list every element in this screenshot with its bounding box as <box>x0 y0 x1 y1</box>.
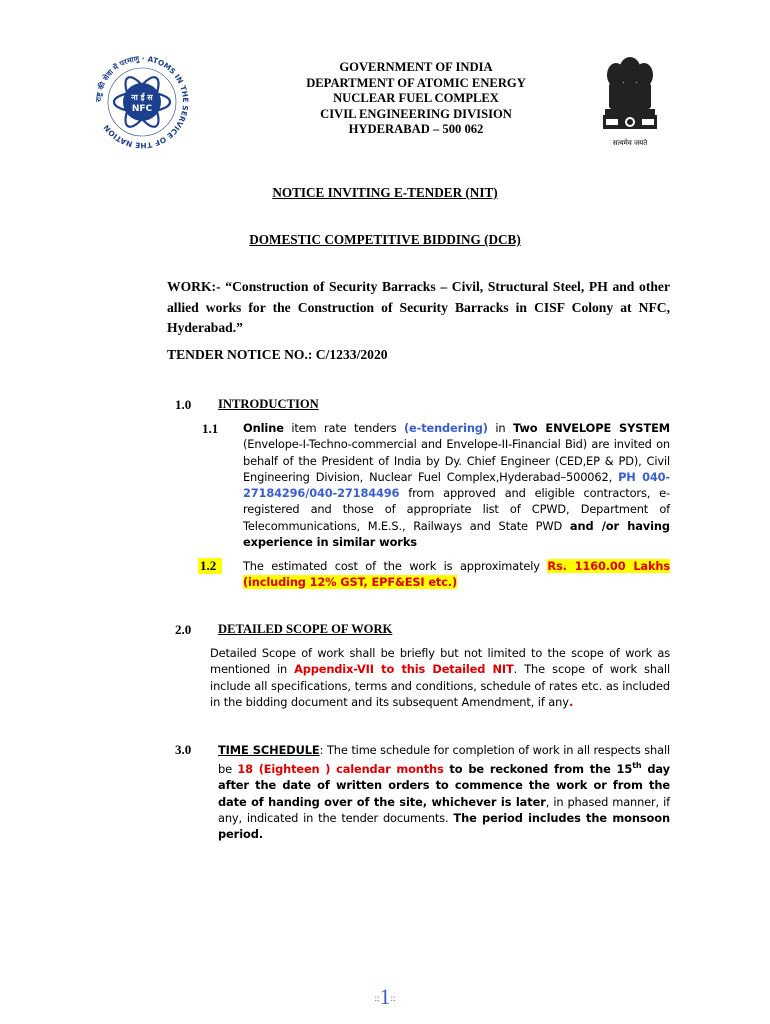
text-period-mark: . <box>568 694 574 709</box>
page-number <box>0 984 770 1010</box>
logo-ring-text: राष्ट्र की सेवा में परमाणु · ATOMS IN THE SERVICE OF THE NATION <box>93 53 191 151</box>
text-segment: . The scope of work shall include all specifications, terms and conditions, schedule of rates etc. as included in the bidding document and its subsequent Amendment, if any <box>210 662 671 709</box>
header-line-3: NUCLEAR FUEL COMPLEX <box>333 91 499 106</box>
notice-title: NOTICE INVITING E-TENDER (NIT) <box>272 185 498 200</box>
text-segment: item rate tenders <box>283 421 404 435</box>
logo-center-top: ना ई स <box>131 93 153 102</box>
text-segment: (Envelope-I-Techno-commercial and Envelope-II-Financial Bid) are invited on behalf of the President of India by Dy. Chief Engineer (CED,EP & PD), Civil Engineering Division, Nuclear Fuel Complex,Hyderabad–500062, <box>243 437 670 484</box>
work-text: “Construction of Security Barracks – Civil, Structural Steel, PH and other allied works for the Construction of Security Barracks in CISF Colony at NFC, Hyderabad.” <box>167 279 670 335</box>
section-2-paragraph <box>210 645 670 710</box>
section-1-1-number: 1.1 <box>202 421 219 436</box>
page-number-value: 1 <box>379 984 391 1009</box>
national-emblem-icon <box>600 53 660 153</box>
text-reckoned: to be reckoned from the 15 <box>443 762 633 777</box>
tender-notice-number: TENDER NOTICE NO.: C/1233/2020 <box>167 347 388 362</box>
text-duration: 18 (Eighteen ) calendar months <box>237 762 444 777</box>
text-segment: Detailed Scope of work shall be briefly but not limited to the scope of work as mentioned in <box>210 646 670 677</box>
section-3-title: TIME SCHEDULE <box>218 743 320 757</box>
text-online: Online <box>243 421 284 435</box>
text-estimated-cost: Rs. 1160.00 Lakhs (including 12% GST, EPF&ESI etc.) <box>243 559 670 590</box>
section-2-title: DETAILED SCOPE OF WORK <box>218 622 393 636</box>
text-two-envelope: Two ENVELOPE SYSTEM <box>512 421 670 435</box>
header-line-1: GOVERNMENT OF INDIA <box>339 60 493 74</box>
header-line-4: CIVIL ENGINEERING DIVISION <box>320 106 512 121</box>
text-superscript: th <box>632 761 642 771</box>
text-reckoned-cont: day after the date of written orders to commence the work or from the date of handing over of the site, whichever is later <box>218 762 670 809</box>
page-number-left: :: <box>374 993 380 1003</box>
nfc-logo <box>92 52 192 152</box>
header-block <box>250 60 582 138</box>
work-label: WORK:- <box>167 279 221 294</box>
text-segment: The estimated cost of the work is approximately <box>243 559 548 573</box>
text-segment: : The time schedule for completion of work in all respects shall be <box>218 743 670 777</box>
text-appendix: Appendix-VII to this Detailed NIT <box>294 662 514 677</box>
logo-center-bottom: NFC <box>131 104 153 114</box>
section-2-number: 2.0 <box>175 622 192 637</box>
section-1-2-number: 1.2 <box>198 558 222 574</box>
page-number-right: :: <box>390 993 396 1003</box>
section-3-number: 3.0 <box>175 742 192 757</box>
text-monsoon: The period includes the monsoon period. <box>218 810 670 842</box>
section-1-1-paragraph <box>243 420 670 550</box>
section-1-title: INTRODUCTION <box>218 397 319 411</box>
header-line-2: DEPARTMENT OF ATOMIC ENERGY <box>306 75 526 90</box>
dcb-title: DOMESTIC COMPETITIVE BIDDING (DCB) <box>249 232 521 247</box>
text-e-tendering: (e-tendering) <box>404 421 488 435</box>
text-experience: and /or having experience in similar works <box>243 518 670 550</box>
emblem-motto: सत्यमेव जयते <box>612 139 648 147</box>
text-phone: PH 040-27184296/040-27184496 <box>243 469 670 501</box>
section-1-number: 1.0 <box>175 397 192 412</box>
text-segment: , in phased manner, if any, indicated in the tender documents. <box>218 794 670 825</box>
section-1-2-paragraph <box>243 558 670 591</box>
header-line-5: HYDERABAD – 500 062 <box>348 122 484 137</box>
work-description <box>167 277 670 339</box>
text-segment: in <box>487 421 513 435</box>
text-segment: from approved and eligible contractors, e-registered and those of appropriate list of CPWD, Department of Telecommunications, M.E.S., Railways and State PWD <box>243 486 670 533</box>
section-3-paragraph <box>218 742 670 843</box>
